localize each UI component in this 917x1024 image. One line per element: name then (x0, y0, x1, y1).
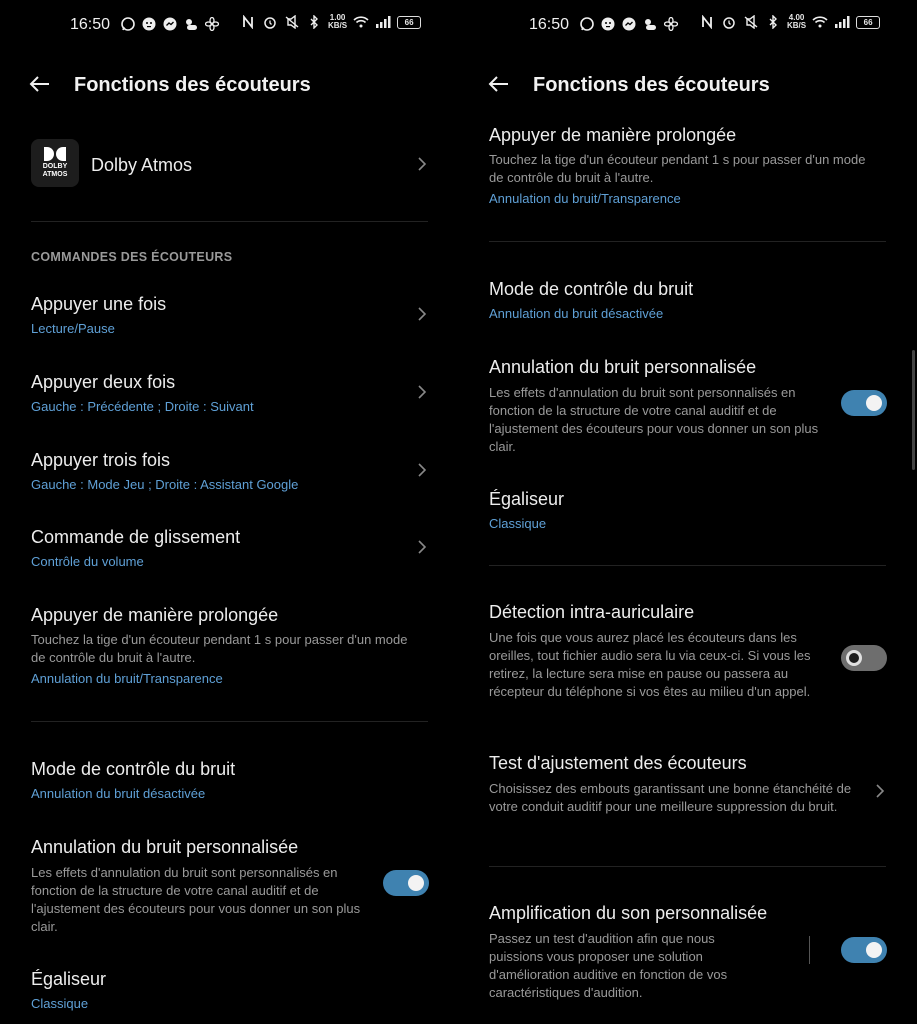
chevron-right-icon (415, 385, 429, 399)
nfc-icon (240, 14, 256, 30)
personal-anc-toggle[interactable] (383, 870, 429, 896)
chevron-right-icon[interactable] (415, 157, 429, 171)
whatsapp-icon (579, 16, 595, 32)
battery-icon: 66 (856, 16, 880, 29)
system-icons (240, 14, 421, 30)
divider (489, 241, 886, 242)
bluetooth-icon (306, 14, 322, 30)
in-ear-detection-toggle[interactable] (841, 645, 887, 671)
mute-icon (284, 14, 300, 30)
chevron-right-icon (415, 307, 429, 321)
chevron-right-icon (415, 463, 429, 477)
wifi-icon (353, 14, 369, 30)
dolby-atmos-logo: DOLBY ATMOS (31, 139, 79, 187)
triple-tap-setting[interactable]: Appuyer trois fois Gauche : Mode Jeu ; Droite : Assistant Google (31, 450, 429, 492)
divider (489, 565, 886, 566)
network-speed: 1.00 KB/S (328, 13, 348, 30)
sound-amplification-toggle[interactable] (841, 937, 887, 963)
single-tap-setting[interactable]: Appuyer une fois Lecture/Pause (31, 294, 429, 336)
mute-icon (743, 14, 759, 30)
alarm-icon (721, 14, 737, 30)
weather-icon (642, 16, 658, 32)
chevron-right-icon (873, 784, 887, 798)
status-bar (459, 14, 917, 38)
top-app-bar (459, 62, 917, 108)
snapchat-icon (141, 16, 157, 32)
messenger-icon (621, 16, 637, 32)
back-arrow-icon[interactable] (28, 72, 52, 96)
earbud-fit-test-setting[interactable]: Test d'ajustement des écouteurs Choisissez des embouts garantissant une bonne étanchéité de votre conduit auditif pour une meilleure suppression du bruit. (489, 753, 887, 816)
wifi-icon (812, 14, 828, 30)
divider (809, 936, 810, 964)
long-press-setting[interactable]: Appuyer de manière prolongée Touchez la tige d'un écouteur pendant 1 s pour passer d'un mode de contrôle du bruit à l'autre. Annulation du bruit/Transparence (489, 125, 866, 206)
system-icons (699, 14, 880, 30)
double-tap-setting[interactable]: Appuyer deux fois Gauche : Précédente ; Droite : Suivant (31, 372, 429, 414)
status-time: 16:50 (529, 16, 570, 33)
noise-control-mode-setting[interactable]: Mode de contrôle du bruit Annulation du bruit désactivée (489, 279, 694, 321)
equalizer-setting[interactable]: Égaliseur Classique (489, 489, 565, 531)
fan-icon (663, 16, 679, 32)
personal-anc-setting: Annulation du bruit personnalisée Les effets d'annulation du bruit sont personnalisés en fonction de la structure de votre canal auditif et de l'ajustement des écouteurs pour vous donner un son plus clair. (31, 837, 429, 936)
right-panel (459, 0, 917, 1024)
network-speed: 4.00 KB/S (787, 13, 807, 30)
back-arrow-icon[interactable] (487, 72, 511, 96)
page-title: Fonctions des écouteurs (74, 74, 311, 96)
dolby-atmos-label[interactable]: Dolby Atmos (91, 155, 193, 175)
whatsapp-icon (120, 16, 136, 32)
equalizer-setting[interactable]: Égaliseur Classique (31, 969, 107, 1011)
fan-icon (204, 16, 220, 32)
left-panel (0, 0, 458, 1024)
personal-anc-setting: Annulation du bruit personnalisée Les effets d'annulation du bruit sont personnalisés en fonction de la structure de votre canal auditif et de l'ajustement des écouteurs pour vous donner un son plus clair. (489, 357, 887, 456)
notification-icons (120, 16, 220, 32)
chevron-right-icon (415, 540, 429, 554)
divider (489, 866, 886, 867)
weather-icon (183, 16, 199, 32)
page-title: Fonctions des écouteurs (533, 74, 770, 96)
swipe-setting[interactable]: Commande de glissement Contrôle du volume (31, 527, 429, 569)
alarm-icon (262, 14, 278, 30)
battery-icon: 66 (397, 16, 421, 29)
noise-control-mode-setting[interactable]: Mode de contrôle du bruit Annulation du bruit désactivée (31, 759, 236, 801)
notification-icons (579, 16, 679, 32)
in-ear-detection-setting: Détection intra-auriculaire Une fois que vous aurez placé les écouteurs dans les oreilles, tout fichier audio sera lu via ceux-ci. Si vous les retirez, la lecture sera mise en pause ou passera au récepteur du téléphone si vos êtes au milieu d'un appel. (489, 602, 887, 701)
signal-icon (375, 14, 391, 30)
snapchat-icon (600, 16, 616, 32)
signal-icon (834, 14, 850, 30)
scrollbar[interactable] (912, 350, 915, 470)
bluetooth-icon (765, 14, 781, 30)
status-bar (0, 14, 458, 38)
top-app-bar (0, 62, 458, 108)
divider (31, 721, 428, 722)
nfc-icon (699, 14, 715, 30)
personal-anc-toggle[interactable] (841, 390, 887, 416)
messenger-icon (162, 16, 178, 32)
long-press-setting[interactable]: Appuyer de manière prolongée Touchez la tige d'un écouteur pendant 1 s pour passer d'un mode de contrôle du bruit à l'autre. Annulation du bruit/Transparence (31, 605, 408, 686)
section-heading: COMMANDES DES ÉCOUTEURS (31, 250, 233, 264)
sound-amplification-setting: Amplification du son personnalisée Passez un test d'audition afin que nous puissions vous proposer une solution d'amélioration auditive en fonction de vos caractéristiques d'audition. (489, 903, 887, 1002)
divider (31, 221, 428, 222)
status-time: 16:50 (70, 16, 111, 33)
